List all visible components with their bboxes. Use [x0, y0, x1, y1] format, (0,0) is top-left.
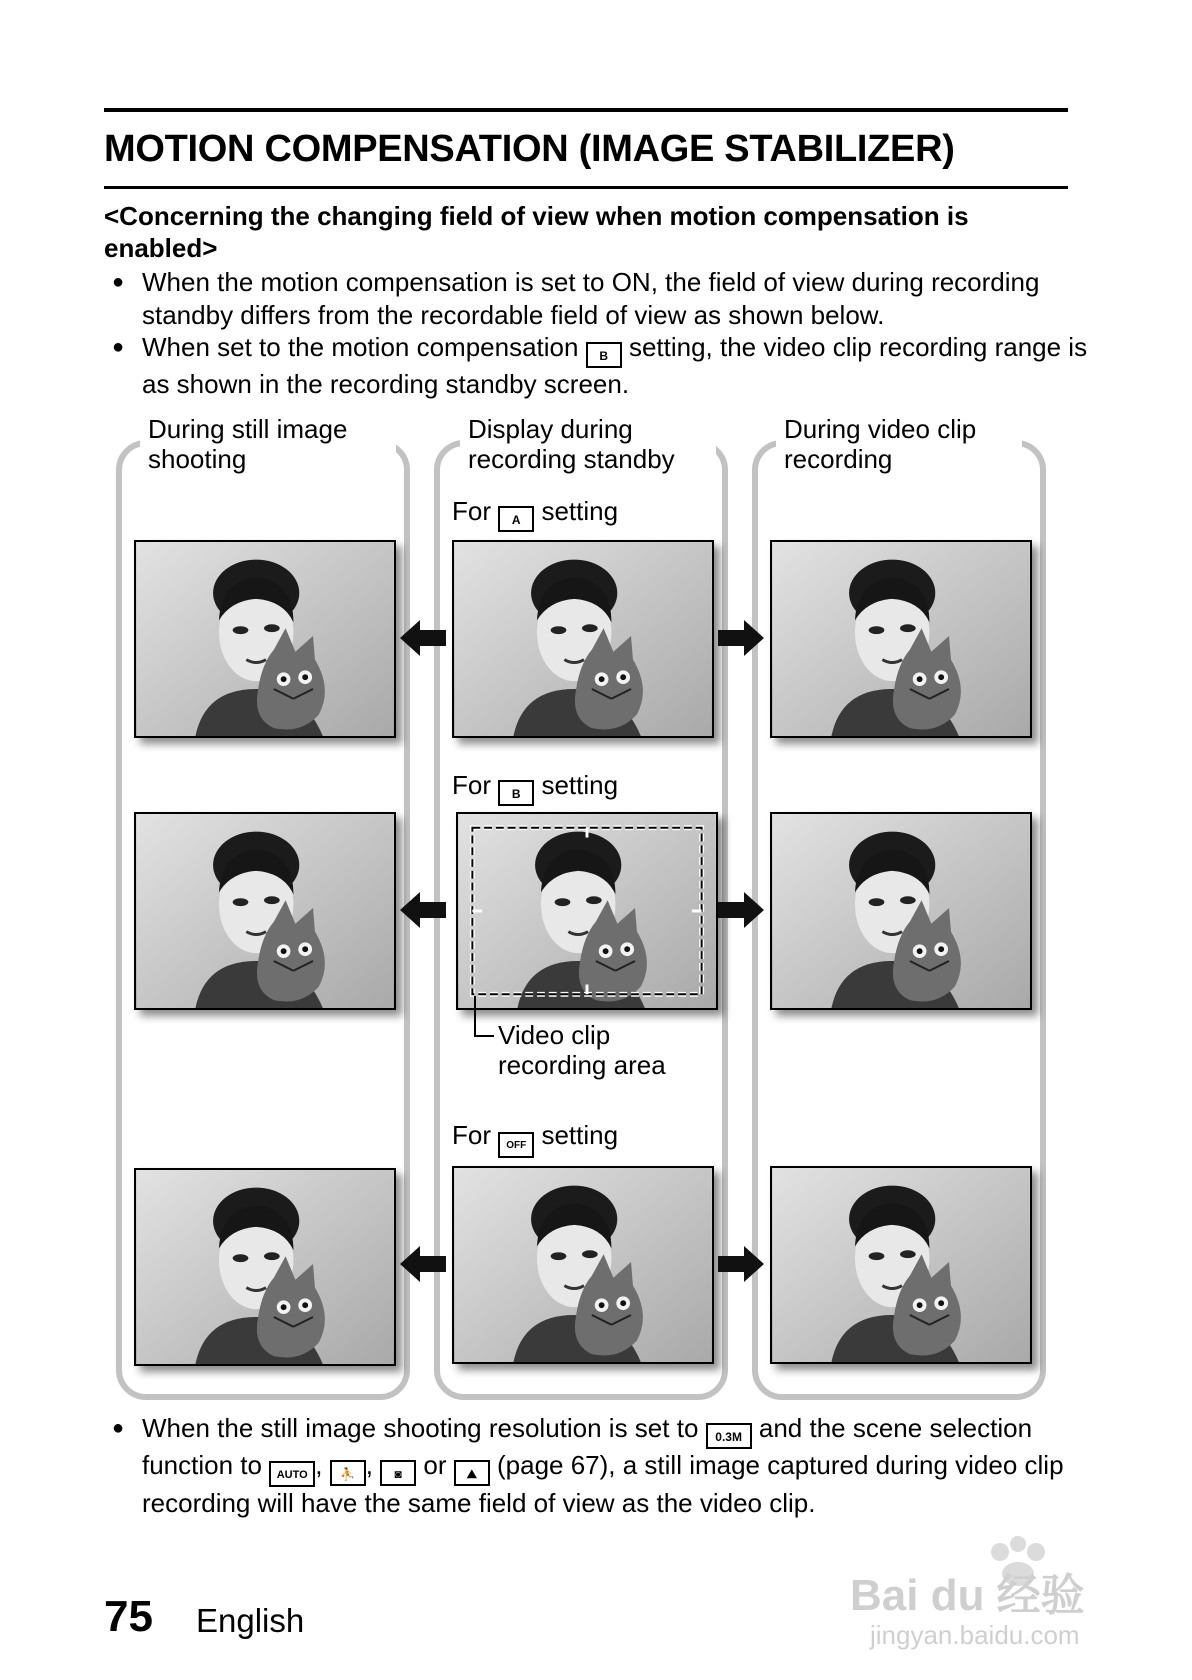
scene-portrait-icon: ◙ [380, 1460, 416, 1486]
photo-standby-row2 [456, 812, 718, 1010]
scene-landscape-icon: ⛰ [454, 1460, 490, 1486]
arrow-right-icon [716, 618, 766, 658]
photo-still-row1 [134, 540, 396, 738]
stabilizer-b-icon: B [498, 780, 534, 806]
arrow-left-icon [398, 890, 448, 930]
stabilizer-b-icon: B [586, 342, 622, 368]
column-label-still: During still image shooting [140, 414, 396, 474]
column-label-standby: Display during recording standby [460, 414, 716, 474]
setting-label-off: For OFF setting [452, 1120, 618, 1158]
arrow-right-icon [716, 890, 766, 930]
arrow-right-icon [716, 1244, 766, 1284]
stabilizer-a-icon: A [498, 506, 534, 532]
photo-still-row3 [134, 1168, 396, 1366]
callout-video-clip-area: Video clip recording area [498, 1020, 666, 1080]
bullet-list-bottom [108, 1412, 1088, 1520]
bullet-text-after: setting, the video clip recording range is as shown in the recording standby screen. [142, 332, 1088, 399]
photo-video-row2 [770, 812, 1032, 1010]
language-label: English [196, 1602, 305, 1639]
photo-video-row1 [770, 540, 1032, 738]
photo-standby-row1 [452, 540, 714, 738]
bullet-text: When the motion compensation is set to ON, the field of view during recording standby differs from the recordable field of view as shown below. [142, 267, 1040, 330]
bullet-item: ● When the motion compensation is set to ON, the field of view during recording standby differs from the recordable field of view as shown below. [108, 266, 1088, 331]
resolution-0-3m-icon: 0.3M [706, 1423, 752, 1449]
bullet-list-top [108, 266, 1088, 401]
bullet-item: ● When the still image shooting resolution is set to 0.3M and the scene selection function to AUTO , ⛹ , ◙ or ⛰ (page 67), a still image captured during video clip recording will have the same field of view as the video clip. [112, 1413, 1064, 1518]
stabilizer-off-icon: OFF [498, 1132, 534, 1158]
subheading: <Concerning the changing field of view when motion compensation is enabled> [104, 201, 969, 263]
scene-sports-icon: ⛹ [330, 1460, 366, 1486]
photo-video-row3 [770, 1166, 1032, 1364]
scene-auto-icon: AUTO [269, 1461, 315, 1487]
photo-standby-row3 [452, 1166, 714, 1364]
bullet-item: ● When set to the motion compensation B setting, the video clip recording range is as shown in the recording standby screen. [112, 332, 1088, 399]
setting-label-b: For B setting [452, 770, 618, 806]
setting-label-a: For A setting [452, 496, 618, 532]
svg-text:Bai du 经验: Bai du 经验 [850, 1571, 1085, 1620]
bullet-text-before: When set to the motion compensation [142, 332, 579, 362]
column-label-video: During video clip recording [776, 414, 1022, 474]
svg-text:jingyan.baidu.com: jingyan.baidu.com [870, 1620, 1080, 1650]
callout-leader-line [470, 996, 500, 1040]
arrow-left-icon [398, 618, 448, 658]
page-title: MOTION COMPENSATION (IMAGE STABILIZER) [104, 128, 955, 170]
arrow-left-icon [398, 1244, 448, 1284]
top-rule [104, 108, 1068, 112]
photo-still-row2 [134, 812, 396, 1010]
baidu-watermark [850, 1530, 1140, 1650]
page-number: 75 [104, 1592, 153, 1641]
title-underline [104, 186, 1068, 189]
